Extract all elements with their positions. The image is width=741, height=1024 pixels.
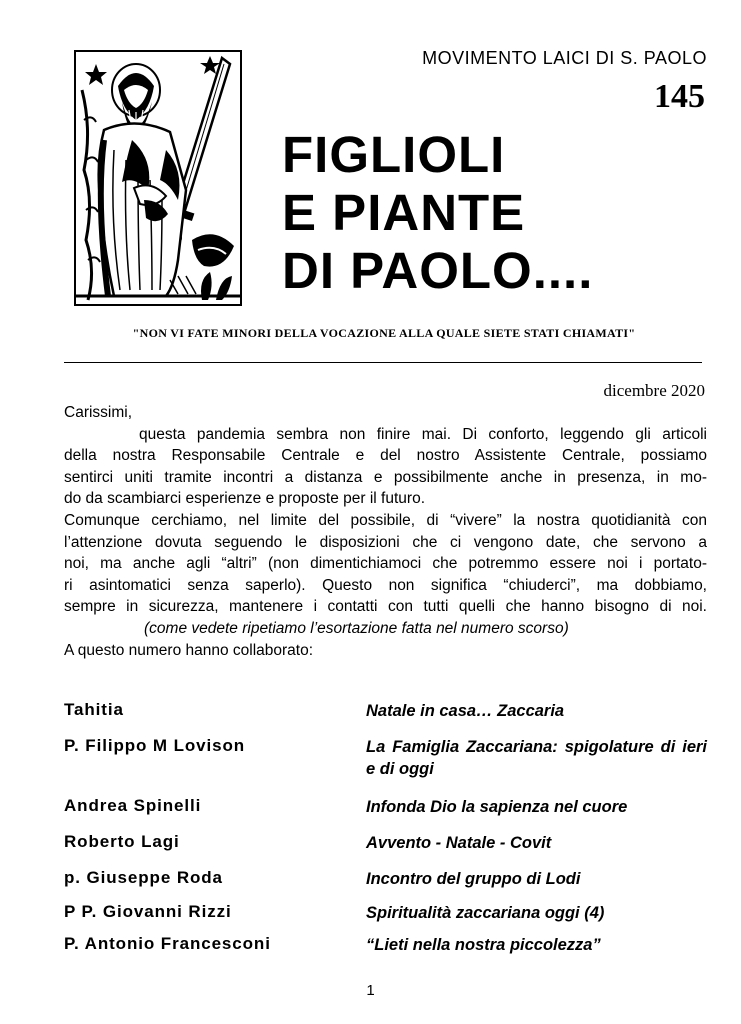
letter-line: sempre in sicurezza, mantenere i contatti con tutti quelli che hanno bisogno di noi. bbox=[64, 598, 707, 616]
letter-line: l’attenzione dovuta seguendo le disposizioni che ci vengono date, che servono a bbox=[64, 533, 707, 551]
letter-line: do da scambiarci esperienze e proposte per il futuro. bbox=[64, 490, 426, 508]
issue-number: 145 bbox=[654, 78, 705, 115]
contributors-intro: A questo numero hanno collaborato: bbox=[64, 641, 314, 659]
letter-line: Comunque cerchiamo, nel limite del possibile, di “vivere” la nostra quotidianità con bbox=[64, 511, 707, 529]
saint-paul-with-sword-icon bbox=[74, 50, 242, 306]
article-title: Avvento - Natale - Covit bbox=[366, 834, 552, 852]
contributor-name: Tahitia bbox=[64, 700, 124, 719]
woodcut-illustration bbox=[74, 50, 242, 306]
motto: "NON VI FATE MINORI DELLA VOCAZIONE ALLA QUALE SIETE STATI CHIAMATI" bbox=[132, 326, 636, 340]
title-line: FIGLIOLI bbox=[282, 126, 506, 183]
article-title: “Lieti nella nostra piccolezza” bbox=[366, 936, 601, 954]
article-title: Natale in casa… Zaccaria bbox=[366, 702, 565, 720]
article-title: La Famiglia Zaccariana: spigolature di ieri e di oggi bbox=[366, 738, 707, 778]
letter-line: noi, ma anche agli “altri” (non dimentichiamoci che potremmo essere noi i portato- bbox=[64, 555, 707, 573]
letter-line: della nostra Responsabile Centrale e del nostro Assistente Centrale, possiamo bbox=[64, 447, 707, 465]
contributor-name: P. Antonio Francesconi bbox=[64, 934, 271, 953]
issue-date: dicembre 2020 bbox=[603, 381, 705, 400]
salutation: Carissimi, bbox=[64, 404, 133, 421]
contributor-name: P P. Giovanni Rizzi bbox=[64, 902, 232, 921]
contributor-name: P. Filippo M Lovison bbox=[64, 736, 246, 755]
letter-line: ri asintomatici senza saperlo). Questo non significa “chiuderci”, ma dobbiamo, bbox=[64, 576, 707, 594]
contributor-name: Roberto Lagi bbox=[64, 832, 180, 851]
letter-line: sentirci uniti tramite incontri a distanza e possibilmente anche in presenza, in mo- bbox=[64, 468, 707, 486]
divider bbox=[64, 362, 702, 363]
article-title: Incontro del gruppo di Lodi bbox=[366, 870, 581, 888]
title-line: DI PAOLO.... bbox=[282, 242, 594, 299]
contributor-name: Andrea Spinelli bbox=[64, 796, 202, 815]
organization-name: MOVIMENTO LAICI DI S. PAOLO bbox=[422, 48, 707, 68]
letter-note: (come vedete ripetiamo l’esortazione fatta nel numero scorso) bbox=[144, 619, 569, 637]
page-title bbox=[282, 126, 593, 300]
article-title: Infonda Dio la sapienza nel cuore bbox=[366, 798, 628, 816]
page-number: 1 bbox=[366, 982, 375, 999]
article-title: Spiritualità zaccariana oggi (4) bbox=[366, 904, 605, 922]
letter-line: questa pandemia sembra non finire mai. Di conforto, leggendo gli articoli bbox=[139, 425, 707, 443]
title-line: E PIANTE bbox=[282, 184, 526, 241]
letter-body bbox=[64, 402, 707, 661]
contributor-name: p. Giuseppe Roda bbox=[64, 868, 223, 887]
